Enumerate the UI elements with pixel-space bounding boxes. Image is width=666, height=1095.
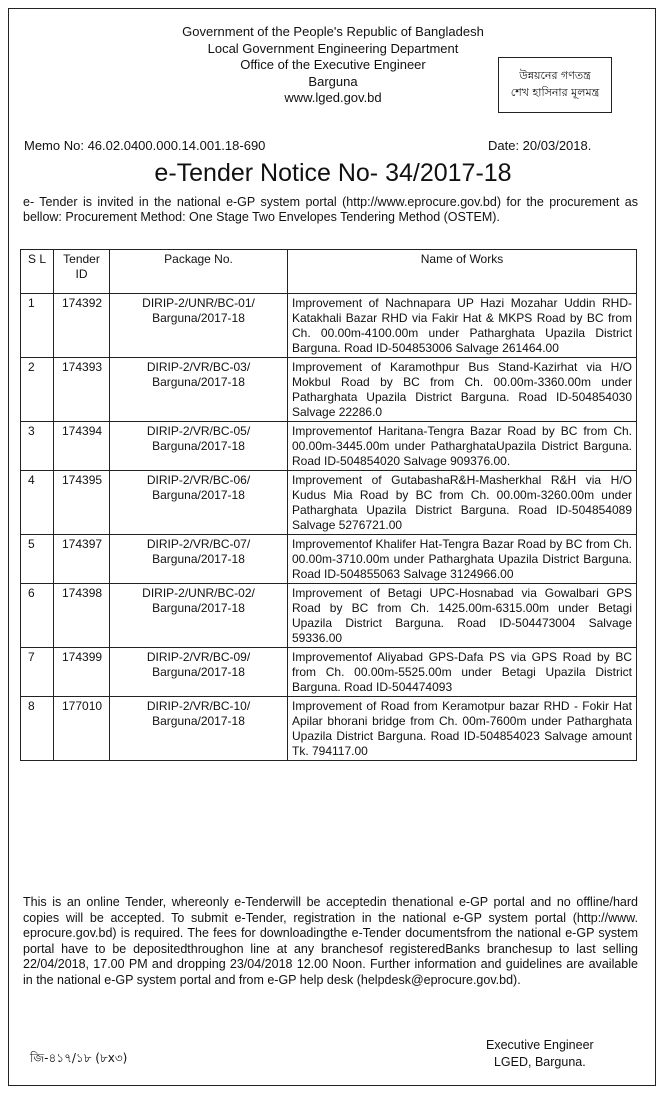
- table-row: [21, 697, 637, 761]
- intro-paragraph: e- Tender is invited in the national e-GP system portal (http://www.eprocure.gov.bd) for the procurement as bellow: Procurement Method: One Stage Two Envelopes Tendering Method (OSTEM).: [23, 195, 638, 224]
- office-name: Office of the Executive Engineer: [240, 57, 426, 72]
- row-package: DIRIP-2/UNR/BC-02/ Barguna/2017-18: [110, 584, 288, 648]
- row-tender-id: 174393: [54, 358, 110, 422]
- row-sl: 6: [21, 584, 54, 648]
- instructions-paragraph: This is an online Tender, whereonly e-Tenderwill be acceptedin thenational e-GP portal and no offline/hard copies will be accepted. To submit e-Tender, registration in the national e-GP system portal (http://www. eprocure.gov.bd) is required. The fees for downloadingthe e-Tender documentsfrom the national e-GP system portal have to be depositedthroughon line at any branchesof registeredBanks branchesup to last selling 22/04/2018, 17.00 PM and dropping 23/04/2018 12.00 Noon. Further information and guidelines are available in the national e-GP system portal and from e-GP help desk (helpdesk@eprocure.gov.bd).: [23, 895, 638, 987]
- row-works: Improvement of Nachnapara UP Hazi Mozahar Uddin RHD-Katakhali Bazar RHD via Fakir Hat & MKPS Road by BC from Ch. 00.00m-4100.00m under Patharghata Upazila District Barguna. Road ID-504853006 Salvage 261464.00: [288, 294, 637, 358]
- table-row: [21, 584, 637, 648]
- header-sl: S L: [21, 250, 54, 294]
- slogan-line-2: শেখ হাসিনার মূলমন্ত্র: [510, 86, 600, 99]
- slogan-box: [498, 57, 612, 113]
- header-works: Name of Works: [288, 250, 637, 294]
- table-row: [21, 471, 637, 535]
- row-package: DIRIP-2/VR/BC-05/ Barguna/2017-18: [110, 422, 288, 471]
- works-table: [20, 249, 637, 761]
- row-works: Improvementof Aliyabad GPS-Dafa PS via GPS Road by BC from Ch. 00.00m-5525.00m under Betagi Upazila District Barguna. Road ID-504474093: [288, 648, 637, 697]
- row-works: Improvementof Haritana-Tengra Bazar Road by BC from Ch. 00.00m-3445.00m under PatharghataUpazila District Barguna. Road ID-504854020 Salvage 909376.00.: [288, 422, 637, 471]
- row-works: Improvement of Betagi UPC-Hosnabad via Gowalbari GPS Road by BC from Ch. 1425.00m-6315.00m under Betagi Upazila District Barguna. Road ID-504473004 Salvage 59336.00: [288, 584, 637, 648]
- row-tender-id: 174392: [54, 294, 110, 358]
- row-package: DIRIP-2/VR/BC-10/ Barguna/2017-18: [110, 697, 288, 761]
- signatory-designation: Executive Engineer: [486, 1038, 594, 1052]
- row-package: DIRIP-2/VR/BC-09/ Barguna/2017-18: [110, 648, 288, 697]
- table-row: [21, 422, 637, 471]
- header-package: Package No.: [110, 250, 288, 294]
- row-sl: 2: [21, 358, 54, 422]
- table-header-row: [21, 250, 637, 294]
- row-works: Improvement of Karamothpur Bus Stand-Kazirhat via H/O Mokbul Road by BC from Ch. 00.00m-3360.00m under Patharghata Upazila District Barguna. Road ID-504854030 Salvage 22286.0: [288, 358, 637, 422]
- notice-date: Date: 20/03/2018.: [488, 138, 592, 153]
- table-row: [21, 535, 637, 584]
- memo-number: Memo No: 46.02.0400.000.14.001.18-690: [24, 138, 266, 153]
- table-row: [21, 648, 637, 697]
- row-works: Improvementof Khalifer Hat-Tengra Bazar Road by BC from Ch. 00.00m-3710.00m under Patharghata Upazila District Barguna. Road ID-504855063 Salvage 3124966.00: [288, 535, 637, 584]
- row-tender-id: 174399: [54, 648, 110, 697]
- row-package: DIRIP-2/VR/BC-03/ Barguna/2017-18: [110, 358, 288, 422]
- table-row: [21, 358, 637, 422]
- row-tender-id: 174394: [54, 422, 110, 471]
- row-sl: 8: [21, 697, 54, 761]
- row-sl: 3: [21, 422, 54, 471]
- website: www.lged.gov.bd: [284, 90, 382, 105]
- notice-title: e-Tender Notice No- 34/2017-18: [154, 159, 512, 187]
- signature-block: [486, 1037, 594, 1071]
- office-location: Barguna: [308, 73, 358, 89]
- row-sl: 7: [21, 648, 54, 697]
- row-tender-id: 177010: [54, 697, 110, 761]
- department-name: Local Government Engineering Department: [207, 40, 459, 56]
- row-works: Improvement of Road from Keramotpur bazar RHD - Fokir Hat Apilar bhorani bridge from Ch. 00m-7600m under Patharghata Upazila District Barguna. Road ID-504854023 Salvage amount Tk. 794117.00: [288, 697, 637, 761]
- publication-code: জি-৪১৭/১৮ (৮x৩): [30, 1051, 128, 1065]
- header-tender-id: Tender ID: [54, 250, 110, 294]
- row-sl: 4: [21, 471, 54, 535]
- row-tender-id: 174397: [54, 535, 110, 584]
- row-tender-id: 174398: [54, 584, 110, 648]
- slogan-line-1: উন্নয়নের গণতন্ত্র: [519, 69, 591, 82]
- row-sl: 1: [21, 294, 54, 358]
- table-row: [21, 294, 637, 358]
- row-sl: 5: [21, 535, 54, 584]
- government-name: Government of the People's Republic of Bangladesh: [182, 24, 484, 39]
- row-package: DIRIP-2/VR/BC-06/ Barguna/2017-18: [110, 471, 288, 535]
- row-package: DIRIP-2/UNR/BC-01/ Barguna/2017-18: [110, 294, 288, 358]
- signatory-office: LGED, Barguna.: [493, 1055, 586, 1069]
- row-tender-id: 174395: [54, 471, 110, 535]
- row-works: Improvement of GutabashaR&H-Masherkhal R&H via H/O Kudus Mia Road by BC from Ch. 00.00m-3260.00m under Patharghata Upazila District Barguna. Road ID-504854089 Salvage 5276721.00: [288, 471, 637, 535]
- row-package: DIRIP-2/VR/BC-07/ Barguna/2017-18: [110, 535, 288, 584]
